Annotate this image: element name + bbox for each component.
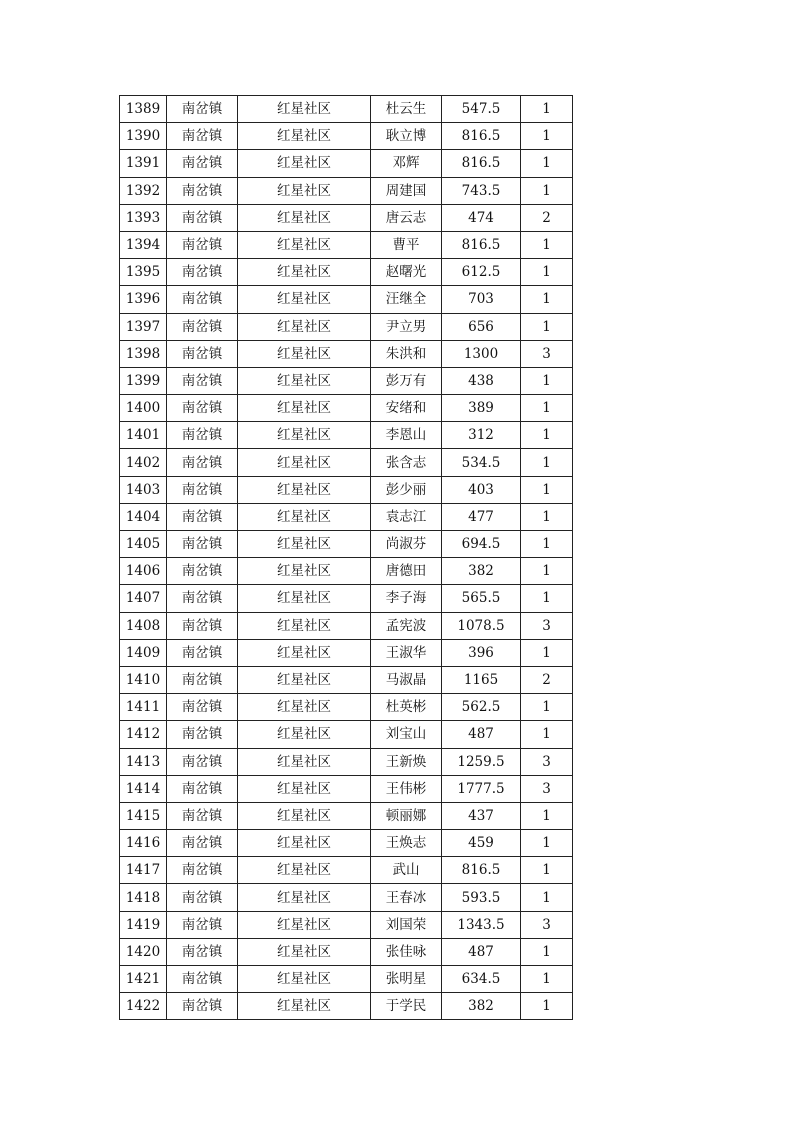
amount-cell: 1259.5: [442, 748, 521, 775]
row-number-cell: 1415: [120, 802, 167, 829]
name-cell: 于学民: [371, 993, 442, 1020]
name-cell: 杜云生: [371, 96, 442, 123]
row-number-cell: 1410: [120, 666, 167, 693]
count-cell: 1: [521, 503, 573, 530]
count-cell: 1: [521, 857, 573, 884]
table-row: [120, 367, 573, 394]
town-cell: 南岔镇: [167, 150, 238, 177]
row-number-cell: 1409: [120, 639, 167, 666]
count-cell: 1: [521, 938, 573, 965]
table-row: [120, 558, 573, 585]
community-cell: 红星社区: [238, 748, 371, 775]
table-row: [120, 531, 573, 558]
town-cell: 南岔镇: [167, 993, 238, 1020]
town-cell: 南岔镇: [167, 612, 238, 639]
amount-cell: 1300: [442, 340, 521, 367]
table-row: [120, 585, 573, 612]
community-cell: 红星社区: [238, 476, 371, 503]
count-cell: 2: [521, 666, 573, 693]
row-number-cell: 1400: [120, 395, 167, 422]
amount-cell: 562.5: [442, 694, 521, 721]
row-number-cell: 1399: [120, 367, 167, 394]
records-table: [119, 95, 573, 1020]
row-number-cell: 1408: [120, 612, 167, 639]
town-cell: 南岔镇: [167, 123, 238, 150]
amount-cell: 477: [442, 503, 521, 530]
community-cell: 红星社区: [238, 857, 371, 884]
amount-cell: 487: [442, 721, 521, 748]
count-cell: 3: [521, 340, 573, 367]
count-cell: 1: [521, 177, 573, 204]
name-cell: 周建国: [371, 177, 442, 204]
row-number-cell: 1392: [120, 177, 167, 204]
count-cell: 1: [521, 367, 573, 394]
count-cell: 1: [521, 422, 573, 449]
community-cell: 红星社区: [238, 585, 371, 612]
community-cell: 红星社区: [238, 503, 371, 530]
count-cell: 1: [521, 531, 573, 558]
amount-cell: 593.5: [442, 884, 521, 911]
name-cell: 安绪和: [371, 395, 442, 422]
community-cell: 红星社区: [238, 911, 371, 938]
row-number-cell: 1397: [120, 313, 167, 340]
community-cell: 红星社区: [238, 123, 371, 150]
row-number-cell: 1416: [120, 830, 167, 857]
community-cell: 红星社区: [238, 721, 371, 748]
town-cell: 南岔镇: [167, 367, 238, 394]
row-number-cell: 1401: [120, 422, 167, 449]
row-number-cell: 1396: [120, 286, 167, 313]
community-cell: 红星社区: [238, 150, 371, 177]
name-cell: 王淑华: [371, 639, 442, 666]
amount-cell: 612.5: [442, 259, 521, 286]
table-row: [120, 286, 573, 313]
name-cell: 袁志江: [371, 503, 442, 530]
town-cell: 南岔镇: [167, 503, 238, 530]
table-row: [120, 993, 573, 1020]
table-row: [120, 204, 573, 231]
count-cell: 1: [521, 123, 573, 150]
town-cell: 南岔镇: [167, 639, 238, 666]
count-cell: 1: [521, 830, 573, 857]
name-cell: 顿丽娜: [371, 802, 442, 829]
community-cell: 红星社区: [238, 884, 371, 911]
table-row: [120, 721, 573, 748]
town-cell: 南岔镇: [167, 531, 238, 558]
row-number-cell: 1406: [120, 558, 167, 585]
name-cell: 王新焕: [371, 748, 442, 775]
table-row: [120, 395, 573, 422]
row-number-cell: 1403: [120, 476, 167, 503]
count-cell: 2: [521, 204, 573, 231]
name-cell: 马淑晶: [371, 666, 442, 693]
count-cell: 1: [521, 259, 573, 286]
row-number-cell: 1412: [120, 721, 167, 748]
table-row: [120, 666, 573, 693]
amount-cell: 816.5: [442, 123, 521, 150]
town-cell: 南岔镇: [167, 204, 238, 231]
table-row: [120, 150, 573, 177]
town-cell: 南岔镇: [167, 748, 238, 775]
name-cell: 李子海: [371, 585, 442, 612]
town-cell: 南岔镇: [167, 938, 238, 965]
amount-cell: 1078.5: [442, 612, 521, 639]
row-number-cell: 1389: [120, 96, 167, 123]
community-cell: 红星社区: [238, 313, 371, 340]
name-cell: 王春冰: [371, 884, 442, 911]
town-cell: 南岔镇: [167, 585, 238, 612]
row-number-cell: 1420: [120, 938, 167, 965]
row-number-cell: 1402: [120, 449, 167, 476]
count-cell: 1: [521, 286, 573, 313]
community-cell: 红星社区: [238, 775, 371, 802]
row-number-cell: 1414: [120, 775, 167, 802]
row-number-cell: 1418: [120, 884, 167, 911]
town-cell: 南岔镇: [167, 422, 238, 449]
row-number-cell: 1417: [120, 857, 167, 884]
name-cell: 彭少丽: [371, 476, 442, 503]
town-cell: 南岔镇: [167, 96, 238, 123]
community-cell: 红星社区: [238, 367, 371, 394]
amount-cell: 1165: [442, 666, 521, 693]
count-cell: 1: [521, 639, 573, 666]
table-row: [120, 938, 573, 965]
count-cell: 1: [521, 802, 573, 829]
community-cell: 红星社区: [238, 966, 371, 993]
table-row: [120, 422, 573, 449]
row-number-cell: 1404: [120, 503, 167, 530]
table-row: [120, 911, 573, 938]
row-number-cell: 1422: [120, 993, 167, 1020]
name-cell: 曹平: [371, 231, 442, 258]
town-cell: 南岔镇: [167, 231, 238, 258]
town-cell: 南岔镇: [167, 313, 238, 340]
name-cell: 汪继全: [371, 286, 442, 313]
town-cell: 南岔镇: [167, 884, 238, 911]
community-cell: 红星社区: [238, 340, 371, 367]
amount-cell: 1777.5: [442, 775, 521, 802]
count-cell: 1: [521, 313, 573, 340]
amount-cell: 487: [442, 938, 521, 965]
row-number-cell: 1393: [120, 204, 167, 231]
name-cell: 朱洪和: [371, 340, 442, 367]
row-number-cell: 1398: [120, 340, 167, 367]
amount-cell: 459: [442, 830, 521, 857]
name-cell: 彭万有: [371, 367, 442, 394]
amount-cell: 816.5: [442, 150, 521, 177]
community-cell: 红星社区: [238, 666, 371, 693]
count-cell: 3: [521, 748, 573, 775]
name-cell: 孟宪波: [371, 612, 442, 639]
records-body: [120, 96, 573, 1020]
name-cell: 王焕志: [371, 830, 442, 857]
table-row: [120, 966, 573, 993]
town-cell: 南岔镇: [167, 177, 238, 204]
community-cell: 红星社区: [238, 231, 371, 258]
amount-cell: 382: [442, 993, 521, 1020]
name-cell: 张佳咏: [371, 938, 442, 965]
table-row: [120, 639, 573, 666]
name-cell: 张含志: [371, 449, 442, 476]
amount-cell: 565.5: [442, 585, 521, 612]
table-row: [120, 123, 573, 150]
amount-cell: 703: [442, 286, 521, 313]
count-cell: 3: [521, 612, 573, 639]
name-cell: 王伟彬: [371, 775, 442, 802]
count-cell: 1: [521, 966, 573, 993]
community-cell: 红星社区: [238, 204, 371, 231]
table-row: [120, 449, 573, 476]
town-cell: 南岔镇: [167, 340, 238, 367]
amount-cell: 382: [442, 558, 521, 585]
community-cell: 红星社区: [238, 286, 371, 313]
table-row: [120, 748, 573, 775]
amount-cell: 634.5: [442, 966, 521, 993]
amount-cell: 1343.5: [442, 911, 521, 938]
community-cell: 红星社区: [238, 938, 371, 965]
table-row: [120, 612, 573, 639]
table-row: [120, 177, 573, 204]
table-row: [120, 476, 573, 503]
town-cell: 南岔镇: [167, 694, 238, 721]
row-number-cell: 1390: [120, 123, 167, 150]
town-cell: 南岔镇: [167, 259, 238, 286]
town-cell: 南岔镇: [167, 558, 238, 585]
count-cell: 1: [521, 449, 573, 476]
community-cell: 红星社区: [238, 639, 371, 666]
community-cell: 红星社区: [238, 259, 371, 286]
table-row: [120, 259, 573, 286]
amount-cell: 743.5: [442, 177, 521, 204]
row-number-cell: 1407: [120, 585, 167, 612]
table-row: [120, 96, 573, 123]
count-cell: 1: [521, 96, 573, 123]
town-cell: 南岔镇: [167, 802, 238, 829]
town-cell: 南岔镇: [167, 449, 238, 476]
community-cell: 红星社区: [238, 802, 371, 829]
name-cell: 唐德田: [371, 558, 442, 585]
table-row: [120, 694, 573, 721]
table-row: [120, 830, 573, 857]
count-cell: 3: [521, 775, 573, 802]
row-number-cell: 1394: [120, 231, 167, 258]
town-cell: 南岔镇: [167, 395, 238, 422]
name-cell: 耿立博: [371, 123, 442, 150]
count-cell: 1: [521, 694, 573, 721]
row-number-cell: 1419: [120, 911, 167, 938]
count-cell: 1: [521, 585, 573, 612]
name-cell: 张明星: [371, 966, 442, 993]
table-row: [120, 802, 573, 829]
community-cell: 红星社区: [238, 422, 371, 449]
town-cell: 南岔镇: [167, 476, 238, 503]
community-cell: 红星社区: [238, 830, 371, 857]
town-cell: 南岔镇: [167, 857, 238, 884]
count-cell: 1: [521, 395, 573, 422]
amount-cell: 438: [442, 367, 521, 394]
amount-cell: 312: [442, 422, 521, 449]
amount-cell: 389: [442, 395, 521, 422]
town-cell: 南岔镇: [167, 721, 238, 748]
name-cell: 武山: [371, 857, 442, 884]
name-cell: 杜英彬: [371, 694, 442, 721]
community-cell: 红星社区: [238, 449, 371, 476]
count-cell: 1: [521, 721, 573, 748]
count-cell: 1: [521, 993, 573, 1020]
community-cell: 红星社区: [238, 558, 371, 585]
row-number-cell: 1411: [120, 694, 167, 721]
table-row: [120, 340, 573, 367]
count-cell: 1: [521, 231, 573, 258]
town-cell: 南岔镇: [167, 830, 238, 857]
community-cell: 红星社区: [238, 993, 371, 1020]
amount-cell: 437: [442, 802, 521, 829]
amount-cell: 816.5: [442, 857, 521, 884]
name-cell: 赵曙光: [371, 259, 442, 286]
town-cell: 南岔镇: [167, 911, 238, 938]
row-number-cell: 1395: [120, 259, 167, 286]
community-cell: 红星社区: [238, 395, 371, 422]
town-cell: 南岔镇: [167, 775, 238, 802]
count-cell: 1: [521, 884, 573, 911]
town-cell: 南岔镇: [167, 966, 238, 993]
amount-cell: 474: [442, 204, 521, 231]
name-cell: 尚淑芬: [371, 531, 442, 558]
count-cell: 1: [521, 150, 573, 177]
table-row: [120, 231, 573, 258]
town-cell: 南岔镇: [167, 286, 238, 313]
community-cell: 红星社区: [238, 96, 371, 123]
amount-cell: 403: [442, 476, 521, 503]
row-number-cell: 1405: [120, 531, 167, 558]
row-number-cell: 1413: [120, 748, 167, 775]
count-cell: 1: [521, 558, 573, 585]
row-number-cell: 1421: [120, 966, 167, 993]
amount-cell: 547.5: [442, 96, 521, 123]
table-row: [120, 884, 573, 911]
community-cell: 红星社区: [238, 177, 371, 204]
amount-cell: 656: [442, 313, 521, 340]
table-row: [120, 857, 573, 884]
table-row: [120, 775, 573, 802]
community-cell: 红星社区: [238, 531, 371, 558]
community-cell: 红星社区: [238, 694, 371, 721]
table-row: [120, 313, 573, 340]
amount-cell: 396: [442, 639, 521, 666]
name-cell: 李恩山: [371, 422, 442, 449]
count-cell: 3: [521, 911, 573, 938]
count-cell: 1: [521, 476, 573, 503]
table-row: [120, 503, 573, 530]
amount-cell: 694.5: [442, 531, 521, 558]
name-cell: 唐云志: [371, 204, 442, 231]
name-cell: 刘宝山: [371, 721, 442, 748]
amount-cell: 816.5: [442, 231, 521, 258]
row-number-cell: 1391: [120, 150, 167, 177]
amount-cell: 534.5: [442, 449, 521, 476]
name-cell: 尹立男: [371, 313, 442, 340]
community-cell: 红星社区: [238, 612, 371, 639]
town-cell: 南岔镇: [167, 666, 238, 693]
name-cell: 刘国荣: [371, 911, 442, 938]
name-cell: 邓辉: [371, 150, 442, 177]
